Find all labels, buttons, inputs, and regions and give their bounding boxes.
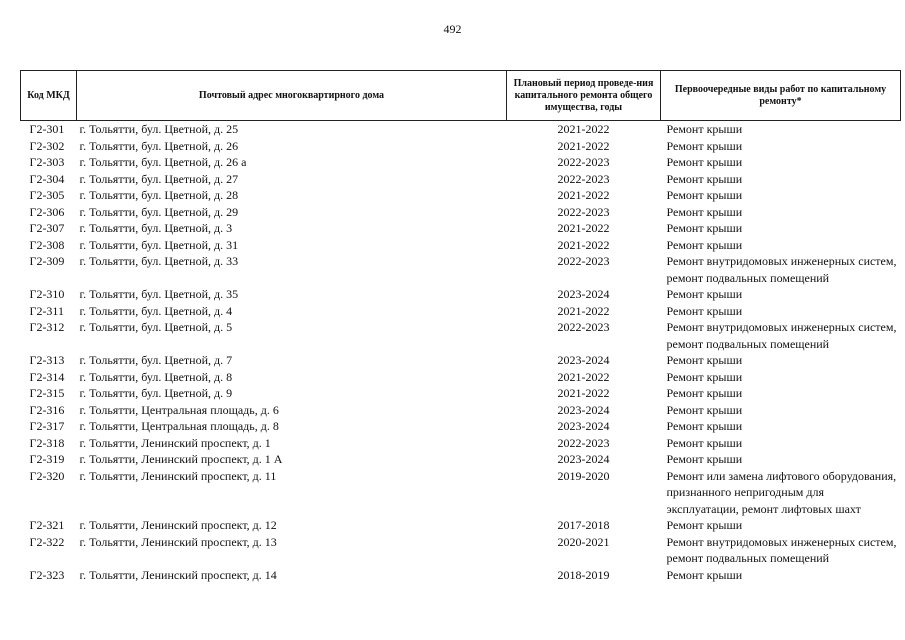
- table-row: [21, 435, 901, 452]
- cell-address: г. Тольятти, Ленинский проспект, д. 11: [79, 468, 277, 483]
- cell-works: Ремонт крыши: [666, 237, 743, 252]
- cell-period: 2021-2022: [557, 122, 610, 136]
- cell-period: 2021-2022: [557, 303, 610, 318]
- cell-period: 2023-2024: [557, 402, 610, 417]
- table-row: [21, 220, 901, 237]
- cell-address: г. Тольятти, бул. Цветной, д. 3: [79, 221, 233, 235]
- cell-works: Ремонт крыши: [666, 138, 743, 153]
- cell-works: Ремонт внутридомовых инженерных систем, ремонт подвальных помещений: [666, 320, 897, 351]
- header-period: Плановый период проведе-ния капитального ремонта общего имущества, годы: [507, 71, 661, 121]
- cell-address: г. Тольятти, бул. Цветной, д. 8: [79, 369, 233, 384]
- cell-period: 2018-2019: [557, 567, 610, 582]
- cell-works: Ремонт крыши: [666, 204, 743, 219]
- cell-code: Г2-307: [29, 221, 65, 235]
- cell-code: Г2-313: [29, 353, 65, 367]
- cell-period: 2019-2020: [557, 468, 610, 483]
- cell-works: Ремонт крыши: [666, 221, 743, 235]
- table-row: [21, 517, 901, 534]
- table-row: [21, 303, 901, 320]
- cell-works: Ремонт крыши: [666, 419, 743, 433]
- table-row: [21, 385, 901, 402]
- cell-period: 2021-2022: [557, 369, 610, 384]
- cell-address: г. Тольятти, Ленинский проспект, д. 13: [79, 534, 277, 549]
- cell-code: Г2-315: [29, 386, 65, 400]
- cell-works: Ремонт крыши: [666, 155, 743, 169]
- cell-code: Г2-306: [29, 204, 65, 219]
- cell-code: Г2-304: [29, 171, 65, 186]
- cell-code: Г2-310: [29, 287, 65, 301]
- cell-address: г. Тольятти, бул. Цветной, д. 29: [79, 204, 239, 219]
- table-row: [21, 253, 901, 286]
- cell-code: Г2-321: [29, 518, 65, 532]
- table-row: [21, 171, 901, 188]
- cell-address: г. Тольятти, бул. Цветной, д. 31: [79, 237, 239, 252]
- table-row: [21, 451, 901, 468]
- cell-works: Ремонт крыши: [666, 567, 743, 582]
- cell-period: 2021-2022: [557, 237, 610, 252]
- cell-works: Ремонт крыши: [666, 369, 743, 384]
- cell-works: Ремонт крыши: [666, 402, 743, 417]
- cell-address: г. Тольятти, бул. Цветной, д. 7: [79, 353, 233, 367]
- cell-works: Ремонт крыши: [666, 287, 743, 301]
- cell-code: Г2-323: [29, 567, 65, 582]
- table-row: [21, 138, 901, 155]
- capital-repair-table: [20, 70, 901, 583]
- cell-period: 2022-2023: [557, 320, 610, 334]
- cell-works: Ремонт крыши: [666, 452, 743, 466]
- cell-address: г. Тольятти, бул. Цветной, д. 9: [79, 386, 233, 400]
- cell-code: Г2-318: [29, 435, 65, 450]
- cell-period: 2022-2023: [557, 171, 610, 186]
- table-header-row: [21, 71, 901, 121]
- table-row: [21, 534, 901, 567]
- header-code: Код МКД: [21, 71, 77, 121]
- cell-period: 2023-2024: [557, 452, 610, 466]
- cell-works: Ремонт крыши: [666, 386, 743, 400]
- table-row: [21, 402, 901, 419]
- cell-code: Г2-316: [29, 402, 65, 417]
- cell-works: Ремонт крыши: [666, 435, 743, 450]
- cell-period: 2021-2022: [557, 221, 610, 235]
- cell-address: г. Тольятти, Центральная площадь, д. 6: [79, 402, 279, 417]
- cell-period: 2020-2021: [557, 534, 610, 549]
- cell-period: 2023-2024: [557, 287, 610, 301]
- cell-code: Г2-319: [29, 452, 65, 466]
- header-address: Почтовый адрес многоквартирного дома: [77, 71, 507, 121]
- table-row: [21, 154, 901, 171]
- cell-period: 2021-2022: [557, 138, 610, 153]
- page-number: 492: [443, 22, 462, 36]
- cell-period: 2022-2023: [557, 155, 610, 169]
- cell-code: Г2-317: [29, 419, 65, 433]
- cell-code: Г2-312: [29, 320, 65, 334]
- cell-works: Ремонт крыши: [666, 122, 743, 136]
- cell-code: Г2-305: [29, 188, 65, 202]
- cell-works: Ремонт крыши: [666, 518, 743, 532]
- cell-code: Г2-302: [29, 138, 65, 153]
- table-row: [21, 352, 901, 369]
- cell-works: Ремонт крыши: [666, 353, 743, 367]
- cell-address: г. Тольятти, Ленинский проспект, д. 12: [79, 518, 277, 532]
- table-row: [21, 237, 901, 254]
- cell-works: Ремонт крыши: [666, 303, 743, 318]
- cell-period: 2023-2024: [557, 419, 610, 433]
- cell-works: Ремонт крыши: [666, 171, 743, 186]
- cell-address: г. Тольятти, бул. Цветной, д. 26 а: [79, 155, 247, 169]
- table-row: [21, 204, 901, 221]
- cell-works: Ремонт или замена лифтового оборудования, признанного непригодным для эксплуатации, ремонт лифтовых шахт: [666, 468, 897, 516]
- cell-code: Г2-320: [29, 468, 65, 483]
- cell-address: г. Тольятти, бул. Цветной, д. 5: [79, 320, 233, 334]
- table-row: [21, 418, 901, 435]
- table-row: [21, 121, 901, 138]
- table-body: [21, 121, 901, 584]
- table-row: [21, 369, 901, 386]
- cell-period: 2023-2024: [557, 353, 610, 367]
- cell-period: 2017-2018: [557, 518, 610, 532]
- cell-address: г. Тольятти, бул. Цветной, д. 33: [79, 254, 239, 268]
- cell-period: 2022-2023: [557, 204, 610, 219]
- cell-code: Г2-308: [29, 237, 65, 252]
- cell-address: г. Тольятти, бул. Цветной, д. 27: [79, 171, 239, 186]
- cell-address: г. Тольятти, бул. Цветной, д. 26: [79, 138, 239, 153]
- cell-period: 2022-2023: [557, 435, 610, 450]
- cell-code: Г2-311: [29, 303, 64, 318]
- cell-address: г. Тольятти, Ленинский проспект, д. 14: [79, 567, 277, 582]
- cell-code: Г2-301: [29, 122, 65, 136]
- cell-address: г. Тольятти, Ленинский проспект, д. 1 А: [79, 452, 283, 466]
- table-row: [21, 319, 901, 352]
- cell-period: 2021-2022: [557, 386, 610, 400]
- cell-period: 2022-2023: [557, 254, 610, 268]
- table-row: [21, 567, 901, 584]
- table-row: [21, 286, 901, 303]
- capital-repair-table-sheet: [20, 70, 900, 583]
- table-row: [21, 187, 901, 204]
- cell-code: Г2-322: [29, 534, 65, 549]
- cell-address: г. Тольятти, бул. Цветной, д. 25: [79, 122, 239, 136]
- table-row: [21, 468, 901, 518]
- cell-code: Г2-303: [29, 155, 65, 169]
- cell-works: Ремонт крыши: [666, 188, 743, 202]
- cell-address: г. Тольятти, Ленинский проспект, д. 1: [79, 435, 271, 450]
- cell-address: г. Тольятти, бул. Цветной, д. 35: [79, 287, 239, 301]
- cell-works: Ремонт внутридомовых инженерных систем, ремонт подвальных помещений: [666, 534, 897, 565]
- cell-code: Г2-314: [29, 369, 65, 384]
- header-works: Первоочередные виды работ по капитальному ремонту*: [661, 71, 901, 121]
- cell-period: 2021-2022: [557, 188, 610, 202]
- cell-address: г. Тольятти, бул. Цветной, д. 4: [79, 303, 233, 318]
- cell-code: Г2-309: [29, 254, 65, 268]
- cell-address: г. Тольятти, бул. Цветной, д. 28: [79, 188, 239, 202]
- cell-address: г. Тольятти, Центральная площадь, д. 8: [79, 419, 279, 433]
- cell-works: Ремонт внутридомовых инженерных систем, ремонт подвальных помещений: [666, 254, 897, 285]
